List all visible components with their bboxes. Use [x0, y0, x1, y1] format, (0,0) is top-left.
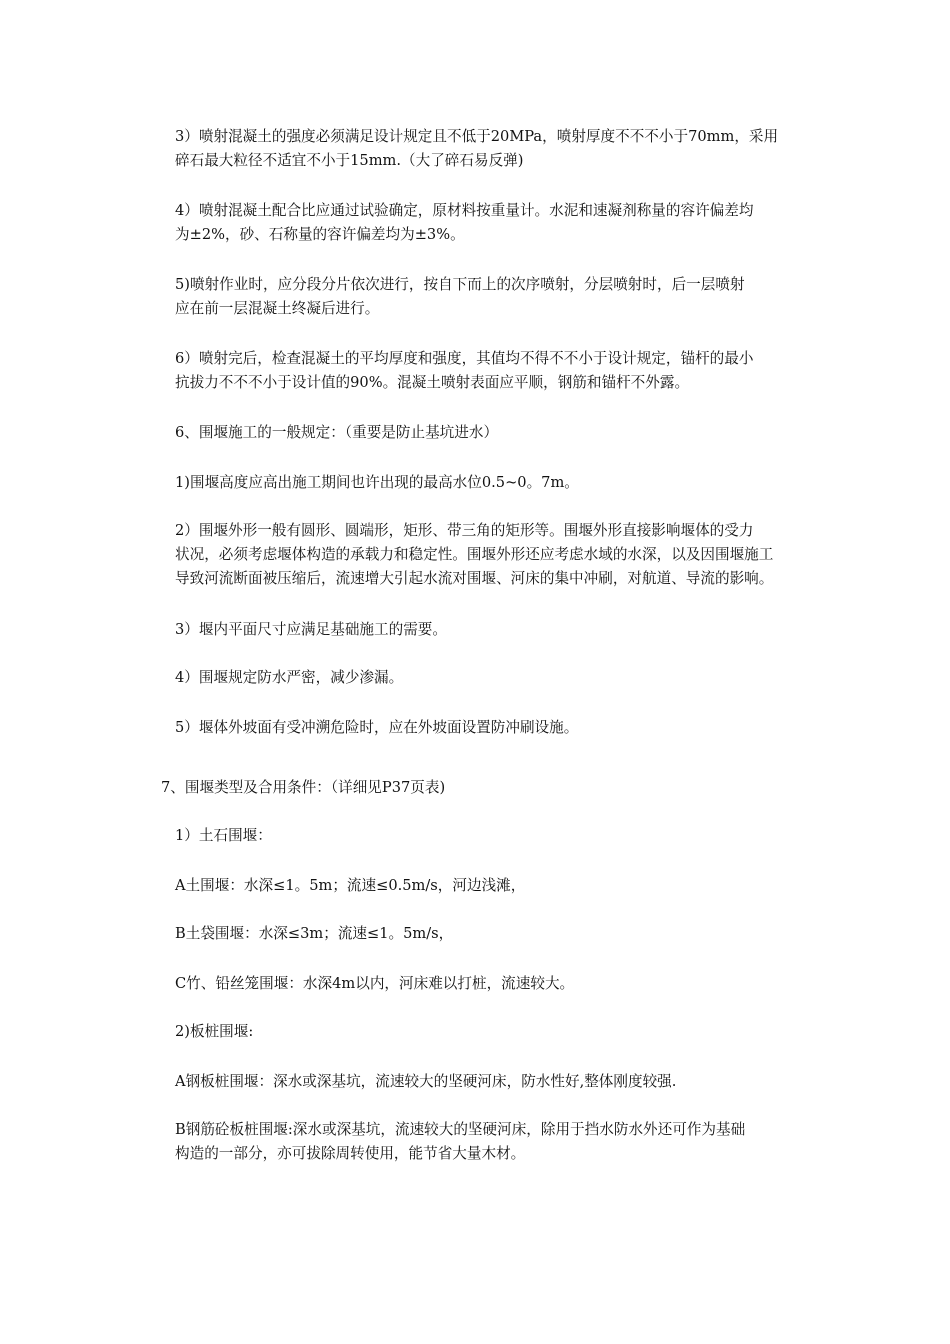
section-heading-cofferdam-types [145, 776, 810, 800]
text-line: 5）堰体外坡面有受冲溯危险时，应在外坡面设置防冲刷设施。 [175, 719, 579, 736]
item-earth-cofferdam [145, 874, 810, 898]
text-line: 导致河流断面被压缩后，流速增大引起水流对围堰、河床的集中冲刷，对航道、导流的影响。 [175, 570, 774, 587]
text-line: 5)喷射作业时，应分段分片依次进行，按自下而上的次序喷射，分层喷射时，后一层喷射 [175, 276, 745, 293]
paragraph-scour-protection [145, 716, 810, 740]
text-line: A土围堰：水深≤1。5m；流速≤0.5m/s，河边浅滩， [175, 877, 526, 894]
text-line: B土袋围堰：水深≤3m；流速≤1。5m/s， [175, 925, 454, 942]
paragraph-inner-size [145, 618, 810, 642]
paragraph-inspection [145, 347, 810, 395]
item-bamboo-cage-cofferdam [145, 972, 810, 996]
text-line: 3）喷射混凝土的强度必须满足设计规定且不低于20MPa，喷射厚度不不不小于70mm，采用 [175, 128, 779, 145]
text-line: 构造的一部分，亦可拔除周转使用，能节省大量木材。 [175, 1145, 526, 1162]
section-heading-cofferdam-rules [145, 421, 810, 445]
text-line: 6、围堰施工的一般规定：（重要是防止基坑进水） [175, 424, 499, 441]
text-line: C竹、铅丝笼围堰：水深4m以内，河床难以打桩，流速较大。 [175, 975, 575, 992]
paragraph-cofferdam-height [145, 471, 810, 495]
text-line: 抗拔力不不不小于设计值的90%。混凝土喷射表面应平顺，钢筋和锚杆不外露。 [175, 374, 690, 391]
text-line: 为±2%，砂、石称量的容许偏差均为±3%。 [175, 226, 465, 243]
item-rc-sheet-pile [145, 1118, 810, 1166]
text-line: 1）土石围堰： [175, 827, 272, 844]
item-sandbag-cofferdam [145, 922, 810, 946]
text-line: 4）喷射混凝土配合比应通过试验确定，原材料按重量计。水泥和速凝剂称量的容许偏差均 [175, 202, 754, 219]
paragraph-shotcrete-strength [145, 125, 810, 173]
paragraph-cofferdam-shape [145, 519, 810, 591]
paragraph-mix-ratio [145, 199, 810, 247]
text-line: 状况，必须考虑堰体构造的承载力和稳定性。围堰外形还应考虑水域的水深，以及因围堰施工 [175, 546, 774, 563]
text-line: B钢筋砼板桩围堰:深水或深基坑，流速较大的坚硬河床，除用于挡水防水外还可作为基础 [175, 1121, 746, 1138]
text-line: 1)围堰高度应高出施工期间也许出现的最高水位0.5~0。7m。 [175, 474, 579, 491]
text-line: 7、围堰类型及合用条件：（详细见P37页表) [161, 779, 446, 796]
text-line: A钢板桩围堰：深水或深基坑，流速较大的坚硬河床，防水性好,整体刚度较强. [175, 1073, 677, 1090]
text-line: 3）堰内平面尺寸应满足基础施工的需要。 [175, 621, 447, 638]
subheading-earth-rock [145, 824, 810, 848]
paragraph-waterproof [145, 666, 810, 690]
text-line: 碎石最大粒径不适宜不小于15mm.（大了碎石易反弹) [175, 152, 524, 169]
subheading-sheet-pile [145, 1020, 810, 1044]
item-steel-sheet-pile [145, 1070, 810, 1094]
paragraph-spraying-order [145, 273, 810, 321]
text-line: 6）喷射完后，检查混凝土的平均厚度和强度，其值均不得不不小于设计规定，锚杆的最小 [175, 350, 754, 367]
text-line: 2）围堰外形一般有圆形、圆端形，矩形、带三角的矩形等。围堰外形直接影响堰体的受力 [175, 522, 754, 539]
text-line: 应在前一层混凝土终凝后进行。 [175, 300, 380, 317]
text-line: 2)板桩围堰: [175, 1023, 254, 1040]
text-line: 4）围堰规定防水严密，减少渗漏。 [175, 669, 404, 686]
